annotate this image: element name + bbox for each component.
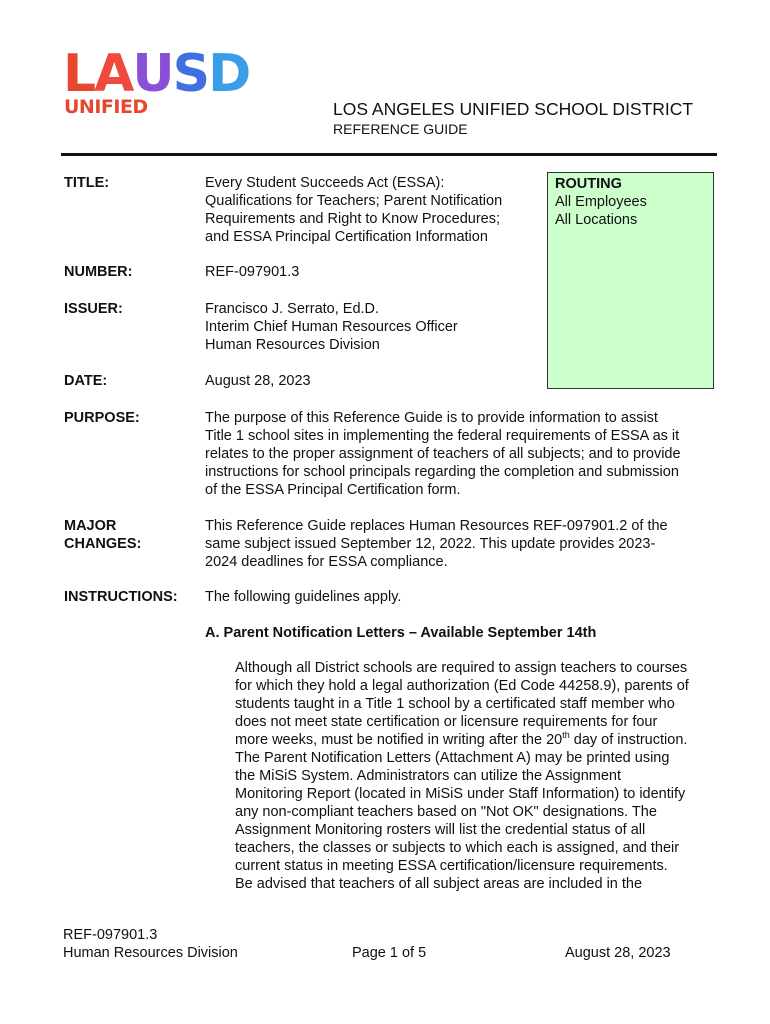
routing-box [547,172,714,389]
major-line: 2024 deadlines for ESSA compliance. [205,554,448,570]
purpose-line: relates to the proper assignment of teachers of all subjects; and to provide [205,446,681,462]
body-line: any non-compliant teachers based on "Not OK" designations. The [235,804,657,820]
body-line: Assignment Monitoring rosters will list the credential status of all [235,822,646,838]
body-line: does not meet state certification or licensure requirements for four [235,714,658,730]
title-line: Every Student Succeeds Act (ESSA): [205,175,445,191]
issuer-value [205,300,458,354]
major-line: same subject issued September 12, 2022. This update provides 2023- [205,536,656,552]
body-line: students taught in a Title 1 school by a certificated staff member who [235,696,675,712]
body-line [235,731,689,749]
purpose-label: PURPOSE: [64,410,140,426]
title-line: and ESSA Principal Certification Information [205,229,488,245]
major-line: This Reference Guide replaces Human Resources REF-097901.2 of the [205,518,668,534]
body-line-text: day of instruction. [569,732,688,748]
major-label-line: MAJOR [64,518,117,534]
instructions-value: The following guidelines apply. [205,589,402,605]
date-value: August 28, 2023 [205,373,311,389]
purpose-line: of the ESSA Principal Certification form. [205,482,461,498]
issuer-line: Francisco J. Serrato, Ed.D. [205,301,380,317]
logo-letter-u: U [132,44,173,104]
logo-letter-l: L [63,44,95,104]
logo-wordmark [63,44,249,104]
body-line-text: more weeks, must be notified in writing after the 20 [235,732,563,748]
section-a-body [235,659,689,893]
ordinal-suffix: th [562,730,570,741]
body-line: Be advised that teachers of all subject areas are included in the [235,876,643,892]
title-value [205,174,502,246]
footer-date: August 28, 2023 [565,945,671,961]
title-label: TITLE: [64,175,110,191]
body-line: for which they hold a legal authorization (Ed Code 44258.9), parents of [235,678,689,694]
title-line: Requirements and Right to Know Procedures; [205,211,500,227]
title-line: Qualifications for Teachers; Parent Notification [205,193,503,209]
footer-ref: REF-097901.3 [63,927,158,943]
routing-title: ROUTING [555,176,622,192]
section-a-heading: A. Parent Notification Letters – Available September 14th [205,625,597,641]
issuer-line: Human Resources Division [205,337,380,353]
document-type: REFERENCE GUIDE [333,121,468,137]
lausd-logo [63,44,285,120]
major-changes-label [64,517,141,553]
number-label: NUMBER: [64,264,133,280]
footer-left [63,926,238,962]
logo-letter-d: D [208,44,250,104]
footer-page: Page 1 of 5 [352,945,427,961]
logo-letter-a: A [94,44,133,104]
logo-letter-s: S [172,44,209,104]
body-line: The Parent Notification Letters (Attachment A) may be printed using [235,750,670,766]
body-line: teachers, the classes or subjects to which each is assigned, and their [235,840,680,856]
body-line: the MiSiS System. Administrators can utilize the Assignment [235,768,622,784]
routing-line: All Locations [555,212,638,228]
issuer-line: Interim Chief Human Resources Officer [205,319,458,335]
body-line: current status in meeting ESSA certification/licensure requirements. [235,858,668,874]
body-line: Monitoring Report (located in MiSiS under Staff Information) to identify [235,786,686,802]
logo-subtitle: UNIFIED [64,96,148,118]
district-name: LOS ANGELES UNIFIED SCHOOL DISTRICT [333,99,694,119]
purpose-line: Title 1 school sites in implementing the federal requirements of ESSA as it [205,428,680,444]
purpose-line: instructions for school principals regarding the completion and submission [205,464,679,480]
routing-line: All Employees [555,194,647,210]
major-changes-value [205,517,668,571]
major-label-line: CHANGES: [64,536,142,552]
purpose-value [205,409,681,499]
instructions-label: INSTRUCTIONS: [64,589,178,605]
footer-division: Human Resources Division [63,945,238,961]
date-label: DATE: [64,373,108,389]
header-divider [61,153,717,156]
issuer-label: ISSUER: [64,301,123,317]
purpose-line: The purpose of this Reference Guide is to provide information to assist [205,410,658,426]
number-value: REF-097901.3 [205,264,300,280]
body-line: Although all District schools are required to assign teachers to courses [235,660,688,676]
